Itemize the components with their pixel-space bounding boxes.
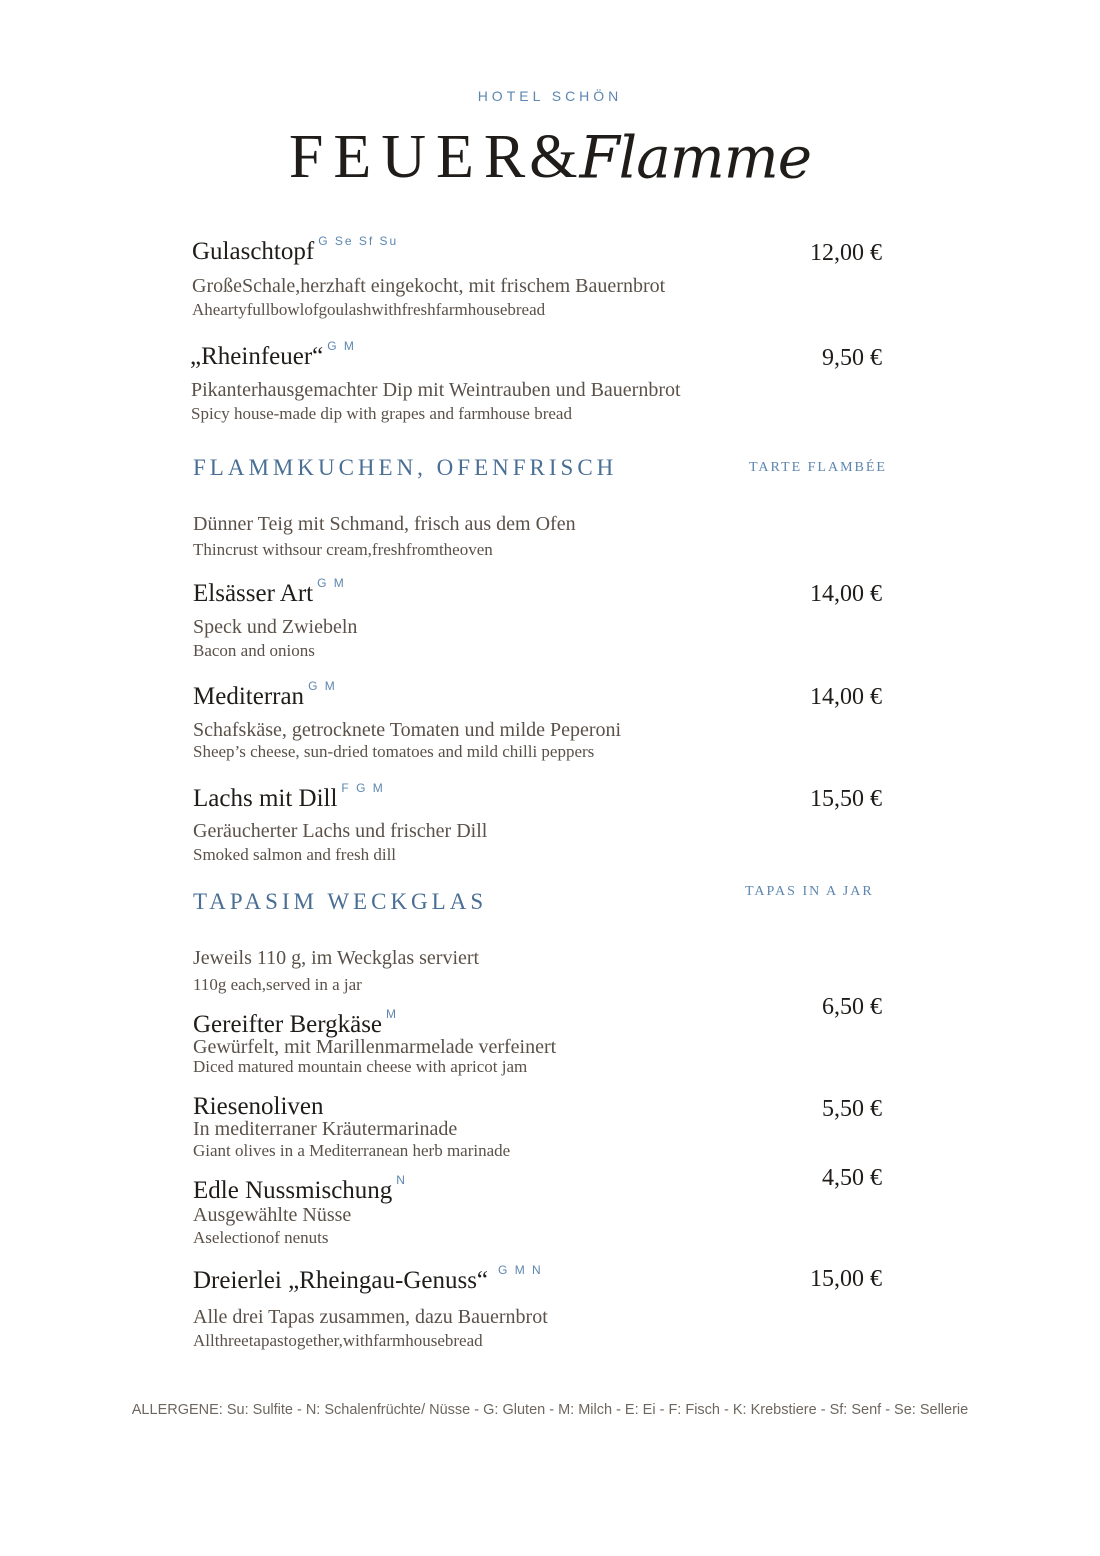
section-intro-en: 110g each,served in a jar xyxy=(193,975,362,994)
item-title: Dreierlei „Rheingau-Genuss“ xyxy=(193,1267,489,1294)
allergen-codes: F G M xyxy=(341,781,385,795)
section-intro-de: Jeweils 110 g, im Weckglas serviert xyxy=(193,947,480,969)
item-description-en: Giant olives in a Mediterranean herb marinade xyxy=(193,1141,511,1160)
logo-script: Flamme xyxy=(579,123,812,192)
section-title: FLAMMKUCHEN, OFENFRISCH xyxy=(193,455,618,480)
menu-item-name xyxy=(193,679,337,711)
logo-ampersand: & xyxy=(529,123,578,191)
menu-item-name xyxy=(192,234,399,266)
section-title-en: TAPAS IN A JAR xyxy=(745,884,874,899)
section-intro-de: Dünner Teig mit Schmand, frisch aus dem Ofen xyxy=(193,513,576,535)
item-price: 15,00 € xyxy=(810,1266,882,1292)
item-description-de: Alle drei Tapas zusammen, dazu Bauernbrot xyxy=(193,1306,548,1328)
item-title: Lachs mit Dill xyxy=(193,785,338,812)
item-description-en: Sheep’s cheese, sun-dried tomatoes and mild chilli peppers xyxy=(193,742,595,761)
item-price: 12,00 € xyxy=(810,240,882,266)
item-price: 4,50 € xyxy=(822,1165,882,1191)
section-title: TAPASIM WECKGLAS xyxy=(193,889,488,914)
item-title: Gulaschtopf xyxy=(192,238,315,265)
menu-item-name xyxy=(193,1263,543,1295)
allergen-codes: N xyxy=(396,1173,407,1187)
item-price: 14,00 € xyxy=(810,684,882,710)
item-description-en: Smoked salmon and fresh dill xyxy=(193,845,397,864)
item-price: 5,50 € xyxy=(822,1096,882,1122)
section-intro-en: Thincrust withsour cream,freshfromtheoven xyxy=(193,540,493,559)
item-description-de: Pikanterhausgemachter Dip mit Weintrauben und Bauernbrot xyxy=(191,379,681,401)
item-description-en: Bacon and onions xyxy=(193,641,315,660)
item-description-en: Allthreetapastogether,withfarmhousebread xyxy=(193,1331,483,1350)
menu-item-name xyxy=(190,339,356,371)
item-description-de: GroßeSchale,herzhaft eingekocht, mit frischem Bauernbrot xyxy=(192,275,666,297)
item-description-en: Spicy house-made dip with grapes and farmhouse bread xyxy=(191,404,572,423)
item-description-de: Geräucherter Lachs und frischer Dill xyxy=(193,820,488,842)
allergen-codes: G M xyxy=(308,679,337,693)
item-description-en: Aselectionof nenuts xyxy=(193,1228,329,1247)
item-title: Mediterran xyxy=(193,683,305,710)
item-description-de: Schafskäse, getrocknete Tomaten und milde Peperoni xyxy=(193,719,622,741)
item-description-de: Speck und Zwiebeln xyxy=(193,616,358,638)
item-price: 14,00 € xyxy=(810,581,882,607)
menu-item-name xyxy=(193,1173,407,1205)
allergen-codes: G M xyxy=(317,576,346,590)
allergen-codes: G Se Sf Su xyxy=(318,234,399,248)
section-title-en: TARTE FLAMBÉE xyxy=(749,460,887,475)
allergen-legend: ALLERGENE: Su: Sulfite - N: Schalenfrüchte/ Nüsse - G: Gluten - M: Milch - E: Ei - F: Fisch - K: Krebstiere - Sf: Senf - Se: Sellerie xyxy=(131,1402,969,1418)
item-title: Gereifter Bergkäse xyxy=(193,1011,383,1038)
item-description-de: In mediterraner Kräutermarinade xyxy=(193,1118,458,1140)
allergen-codes: G M N xyxy=(498,1263,543,1277)
item-title: Edle Nussmischung xyxy=(193,1177,393,1204)
menu-item-name xyxy=(193,1007,399,1039)
item-description-en: Aheartyfullbowlofgoulashwithfreshfarmhousebread xyxy=(192,300,546,319)
menu-item-name xyxy=(193,576,346,608)
item-title: Elsässer Art xyxy=(193,580,314,607)
menu-item-name xyxy=(193,781,385,813)
menu-item-name xyxy=(193,1093,324,1121)
item-description-de: Gewürfelt, mit Marillenmarmelade verfeinert xyxy=(193,1036,557,1058)
hotel-name: HOTEL SCHÖN xyxy=(477,88,623,104)
item-title: Riesenoliven xyxy=(193,1093,324,1120)
item-title: „Rheinfeuer“ xyxy=(190,343,324,370)
allergen-codes: M xyxy=(386,1007,399,1021)
item-price: 15,50 € xyxy=(810,786,882,812)
item-description-en: Diced matured mountain cheese with apricot jam xyxy=(193,1057,528,1076)
item-price: 6,50 € xyxy=(822,994,882,1020)
logo-main: FEUER xyxy=(288,123,536,191)
restaurant-logo xyxy=(0,122,1100,212)
item-description-de: Ausgewählte Nüsse xyxy=(193,1204,352,1226)
allergen-codes: G M xyxy=(327,339,356,353)
item-price: 9,50 € xyxy=(822,345,882,371)
